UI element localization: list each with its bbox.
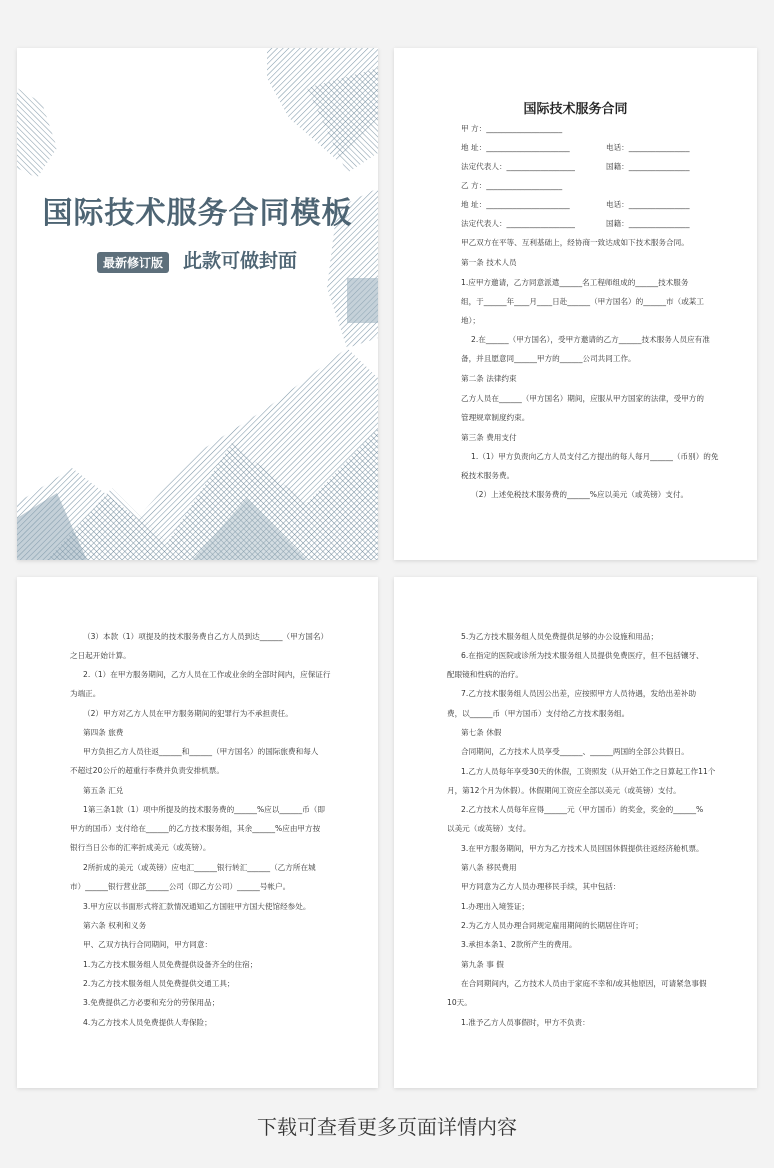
- section-heading: 第一条 技术人员: [461, 258, 517, 267]
- party-b-rep-field: 法定代表人：__________________: [461, 219, 575, 228]
- section-heading: 第四条 旅费: [83, 728, 124, 737]
- paragraph-line: （2）甲方对乙方人员在甲方服务期间的犯罪行为不承担责任。: [83, 709, 293, 718]
- paragraph-line: 1.准予乙方人员事假时，甲方不负责：: [461, 1018, 590, 1027]
- paragraph-line: 4.为乙方技术人员免费提供人寿保险；: [83, 1018, 212, 1027]
- paragraph-line: 管理规章制度约束。: [461, 413, 530, 422]
- party-b-address-field: 地 址：______________________: [461, 200, 570, 209]
- contract-page-1: [394, 48, 757, 560]
- paragraph-line: 1.办理出入境签证；: [461, 902, 529, 911]
- paragraph-line: 组，于______年____月____日赴______（甲方国名）的______市（或某工: [461, 297, 704, 306]
- section-heading: 第三条 费用支付: [461, 433, 517, 442]
- cover-page: [17, 48, 378, 560]
- paragraph-line: 不超过20公斤的超重行李费并负责安排机票。: [70, 766, 224, 775]
- contract-page-2: [17, 577, 378, 1088]
- paragraph-line: 地）；: [461, 316, 480, 325]
- download-more-caption: 下载可查看更多页面详情内容: [257, 1115, 517, 1139]
- paragraph-line: （2）上述免税技术服务费的______%应以美元（或英镑）支付。: [471, 490, 689, 499]
- party-a-phone-field: 电话：________________: [606, 143, 690, 152]
- paragraph-line: 3.免费提供乙方必要和充分的劳保用品；: [83, 998, 220, 1007]
- paragraph-line: 2.在______（甲方国名），受甲方邀请的乙方______技术服务人员应有准: [471, 335, 710, 344]
- paragraph-line: 在合同期间内，乙方技术人员由于家庭不幸和/或其他原因，可请紧急事假: [461, 979, 707, 988]
- party-a-field: 甲 方：____________________: [461, 124, 563, 133]
- paragraph-line: 月，第12个月为休假）。休假期间工资应全部以美元（或英镑）支付。: [447, 786, 681, 795]
- paragraph-line: 2.（1）在甲方服务期间，乙方人员在工作或业余的全部时间内，应保证行: [83, 670, 331, 679]
- cover-subtitle: 此款可做封面: [183, 250, 298, 272]
- paragraph-line: 甲方同意为乙方人员办理移民手续，其中包括：: [461, 882, 621, 891]
- paragraph-line: 1.（1）甲方负责向乙方人员支付乙方提出的每人每月______（币别）的免: [471, 452, 719, 461]
- paragraph-line: 1.为乙方技术服务组人员免费提供设备齐全的住宿；: [83, 960, 258, 969]
- section-heading: 第八条 移民费用: [461, 863, 517, 872]
- section-heading: 第九条 事 假: [461, 960, 504, 969]
- paragraph-line: 2.为乙方技术服务组人员免费提供交通工具；: [83, 979, 235, 988]
- paragraph-line: 甲方负担乙方人员往返______和______（甲方国名）的国际旅费和每人: [83, 747, 319, 756]
- party-a-address-field: 地 址：______________________: [461, 143, 570, 152]
- paragraph-line: 为端正。: [70, 689, 101, 698]
- paragraph-line: 合同期间，乙方技术人员享受______、______两国的全部公共假日。: [461, 747, 689, 756]
- paragraph-line: 费，以______币（甲方国币）支付给乙方技术服务组。: [447, 709, 630, 718]
- paragraph-line: 之日起开始计算。: [70, 651, 131, 660]
- section-heading: 第五条 汇兑: [83, 786, 124, 795]
- paragraph-line: 5.为乙方技术服务组人员免费提供足够的办公设施和用品；: [461, 632, 659, 641]
- contract-title: 国际技术服务合同: [523, 102, 628, 117]
- paragraph-line: 1第三条1款（1）项中所提及的技术服务费的______%应以______币（即: [83, 805, 325, 814]
- paragraph-line: 甲、乙双方执行合同期间，甲方同意：: [83, 940, 213, 949]
- paragraph-line: 2所折成的美元（或英镑）应电汇______银行转汇______（乙方所在城: [83, 863, 316, 872]
- paragraph-line: 备，并且愿意同______甲方的______公司共同工作。: [461, 354, 636, 363]
- party-b-nationality-field: 国籍：________________: [606, 219, 690, 228]
- revision-badge: 最新修订版: [97, 252, 169, 273]
- cover-title: 国际技术服务合同模板: [42, 196, 353, 231]
- cover-geometric-decoration: [17, 48, 378, 560]
- paragraph-line: 以美元（或英镑）支付。: [447, 824, 531, 833]
- paragraph-line: 配眼镜和性病的治疗。: [447, 670, 523, 679]
- party-a-nationality-field: 国籍：________________: [606, 162, 690, 171]
- section-heading: 第七条 休假: [461, 728, 502, 737]
- party-b-phone-field: 电话：________________: [606, 200, 690, 209]
- paragraph-line: 2.为乙方人员办理合同规定雇用期间的长期居住许可；: [461, 921, 643, 930]
- paragraph-line: 3.承担本条1、2款所产生的费用。: [461, 940, 577, 949]
- paragraph-line: 乙方人员在______（甲方国名）期间，应服从甲方国家的法律，受甲方的: [461, 394, 704, 403]
- paragraph-line: 2.乙方技术人员每年应得______元（甲方国币）的奖金，奖金的______%: [461, 805, 704, 814]
- party-a-rep-field: 法定代表人：__________________: [461, 162, 575, 171]
- paragraph-line: 市）______银行营业部______公司（即乙方公司）______号帐户。: [70, 882, 291, 891]
- paragraph-line: 3.在甲方服务期间，甲方为乙方技术人员回国休假提供往返经济舱机票。: [461, 844, 704, 853]
- paragraph-line: 税技术服务费。: [461, 471, 515, 480]
- party-b-field: 乙 方：____________________: [461, 181, 563, 190]
- section-heading: 第六条 权利和义务: [83, 921, 147, 930]
- paragraph-line: 6.在指定的医院或诊所为技术服务组人员提供免费医疗，但不包括镶牙、: [461, 651, 704, 660]
- paragraph-line: 银行当日公布的汇率折成美元（或英镑）。: [70, 843, 211, 852]
- paragraph-line: 甲方的国币）支付给在______的乙方技术服务组，其余______%应由甲方按: [70, 824, 321, 833]
- contract-page-3: [394, 577, 757, 1088]
- paragraph-line: 1.乙方人员每年享受30天的休假，工资照发（从开始工作之日算起工作11个: [461, 767, 716, 776]
- paragraph-line: 3.甲方应以书面形式将汇款情况通知乙方国驻甲方国大使馆经参处。: [83, 902, 311, 911]
- paragraph-line: （3）本款（1）项提及的技术服务费自乙方人员到达______（甲方国名）: [83, 632, 329, 641]
- paragraph-line: 10天。: [447, 998, 472, 1007]
- paragraph-line: 1.应甲方邀请，乙方同意派遣______名工程师组成的______技术服务: [461, 278, 689, 287]
- paragraph-line: 甲乙双方在平等、互利基础上，经协商一致达成如下技术服务合同。: [461, 238, 689, 247]
- paragraph-line: 7.乙方技术服务组人员因公出差，应按照甲方人员待遇，发给出差补助: [461, 689, 697, 698]
- section-heading: 第二条 法律约束: [461, 374, 517, 383]
